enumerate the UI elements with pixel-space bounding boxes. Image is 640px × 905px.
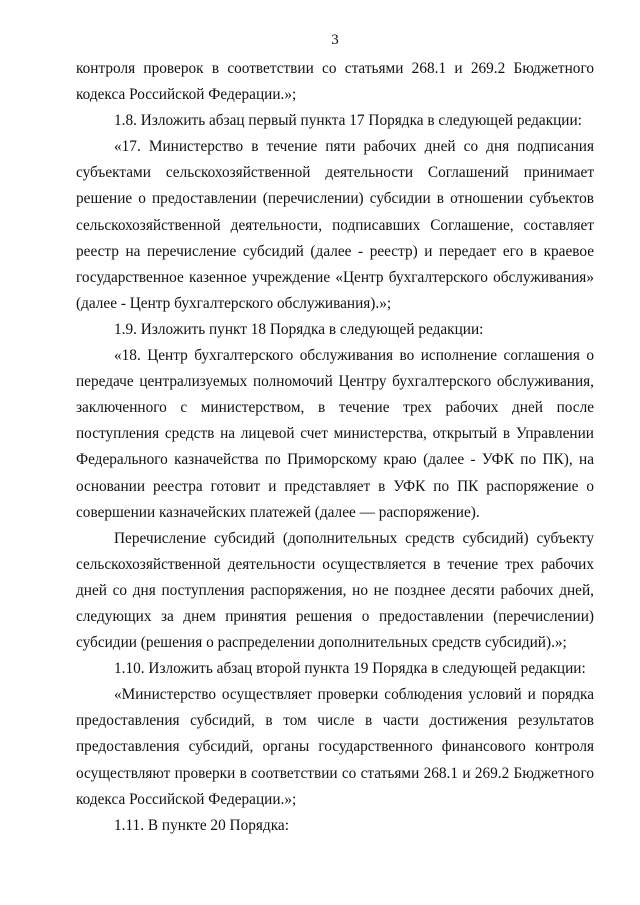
paragraph: «17. Министерство в течение пяти рабочих дней со дня подписания субъектами сельскохозяйственной деятельности Соглашений принимает решение о предоставлении (перечислении) субсидии в отношении субъектов сельскохозяйственной деятельности, подписавших Соглашение, составляет реестр на перечисление субсидий (далее - реестр) и передает его в краевое государственное казенное учреждение «Центр бухгалтерского обслуживания» (далее - Центр бухгалтерского обслуживания).»; xyxy=(76,138,594,312)
paragraph: 1.11. В пункте 20 Порядка: xyxy=(114,816,289,834)
paragraph: контроля проверок в соответствии со статьями 268.1 и 269.2 Бюджетного кодекса Российской Федерации.»; xyxy=(76,60,594,104)
paragraph: Перечисление субсидий (дополнительных средств субсидий) субъекту сельскохозяйственной деятельности осуществляется в течение трех рабочих дней со дня поступления распоряжения, но не позднее десяти рабочих дней, следующих за днем принятия решения о предоставлении (перечислении) субсидии (решения о распределении дополнительных средств субсидий).»; xyxy=(76,529,594,652)
paragraph: «18. Центр бухгалтерского обслуживания во исполнение соглашения о передаче централизуемых полномочий Центру бухгалтерского обслуживания, заключенного с министерством, в течение трех рабочих дней после поступления средств на лицевой счет министерства, открытый в Управлении Федерального казначейства по Приморскому краю (далее - УФК по ПК), на основании реестра готовит и представляет в УФК по ПК распоряжение о совершении казначейских платежей (далее — распоряжение). xyxy=(76,347,594,521)
paragraph: 1.8. Изложить абзац первый пункта 17 Порядка в следующей редакции: xyxy=(114,112,582,130)
paragraph: 1.10. Изложить абзац второй пункта 19 Порядка в следующей редакции: xyxy=(114,660,586,678)
page-number: 3 xyxy=(331,32,339,48)
paragraph: «Министерство осуществляет проверки соблюдения условий и порядка предоставления субсидий, в том числе в части достижения результатов предоставления субсидий, органы государственного финансового контроля осуществляют проверки в соответствии со статьями 268.1 и 269.2 Бюджетного кодекса Российской Федерации.»; xyxy=(76,686,594,808)
paragraph: 1.9. Изложить пункт 18 Порядка в следующей редакции: xyxy=(114,320,484,338)
